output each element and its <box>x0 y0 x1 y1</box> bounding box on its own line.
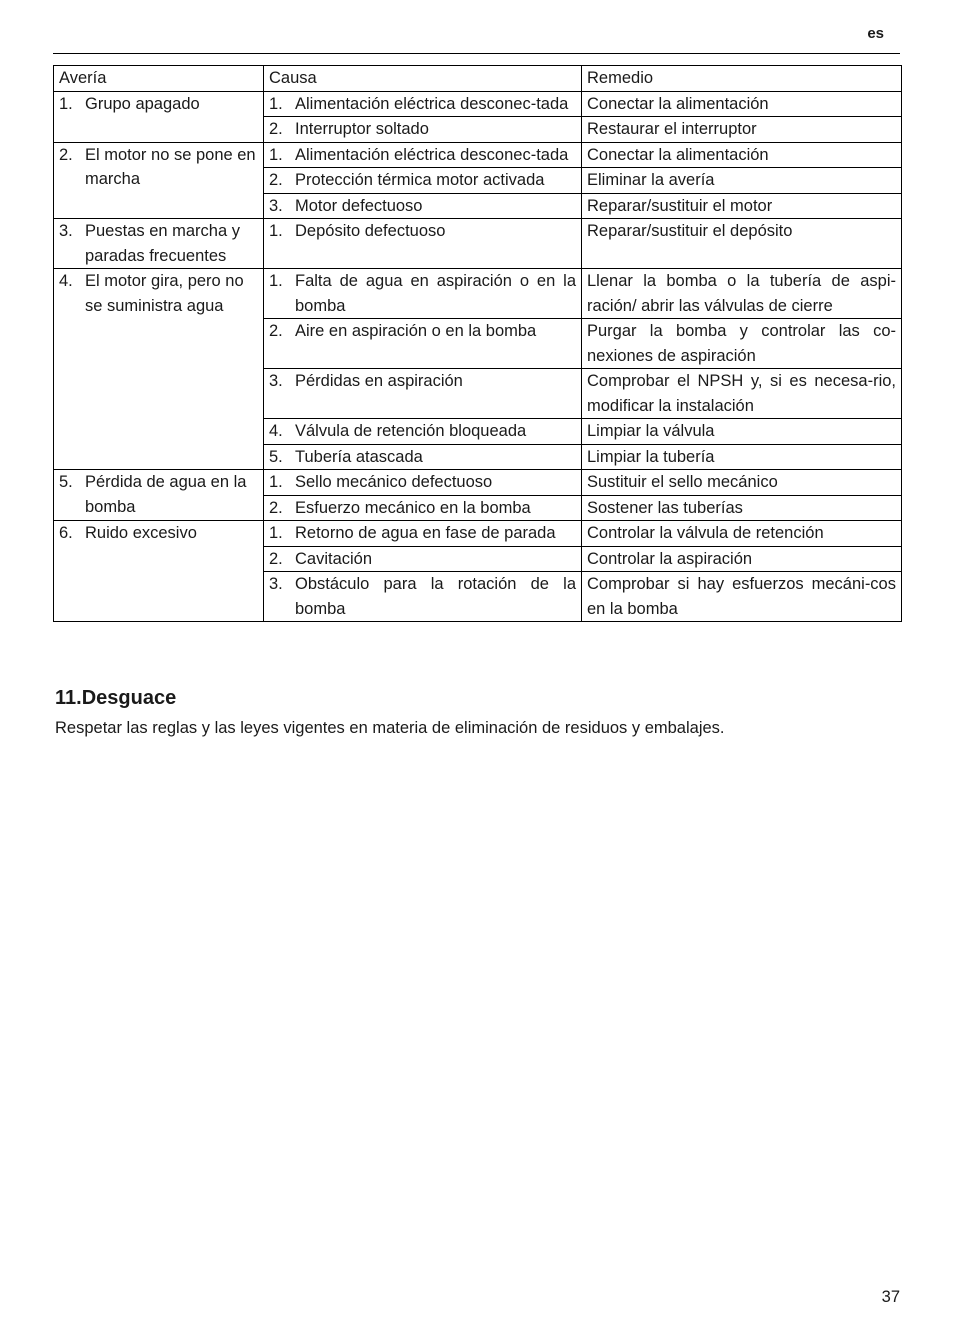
remedy-text: Limpiar la tubería <box>587 447 715 466</box>
fault-cell <box>54 142 264 219</box>
cause-text: Alimentación eléctrica desconec-tada <box>295 145 569 164</box>
cause-number: 3. <box>269 372 283 390</box>
cause-text: Alimentación eléctrica desconec-tada <box>295 94 569 113</box>
remedy-cell <box>582 470 902 496</box>
remedy-text: Reparar/sustituir el motor <box>587 196 773 215</box>
remedy-cell <box>582 444 902 470</box>
fault-cell <box>54 91 264 142</box>
cause-number: 1. <box>269 145 283 164</box>
cause-cell <box>264 91 582 117</box>
section-heading: 11.Desguace <box>55 687 177 709</box>
remedy-text: Llenar la bomba o la tubería de aspi-ración/ abrir las válvulas de cierre <box>587 272 896 315</box>
header-cause: Causa <box>264 66 582 92</box>
cause-cell <box>264 444 582 470</box>
fault-cell <box>54 219 264 269</box>
cause-number: 2. <box>269 171 283 189</box>
cause-text: Protección térmica motor activada <box>295 171 545 189</box>
cause-number: 1. <box>269 272 283 290</box>
fault-text: El motor gira, pero no se suministra agua <box>85 272 244 315</box>
cause-cell <box>264 572 582 622</box>
cause-text: Cavitación <box>295 549 373 568</box>
table-row <box>54 142 902 168</box>
fault-number: 3. <box>59 222 73 240</box>
cause-number: 1. <box>269 222 283 240</box>
cause-text: Motor defectuoso <box>295 196 423 215</box>
remedy-cell <box>582 269 902 319</box>
cause-cell <box>264 142 582 168</box>
cause-text: Sello mecánico defectuoso <box>295 473 493 491</box>
cause-cell <box>264 470 582 496</box>
cause-number: 2. <box>269 549 283 568</box>
cause-number: 5. <box>269 447 283 466</box>
table-row <box>54 269 902 319</box>
cause-text: Falta de agua en aspiración o en la bomba <box>295 272 576 315</box>
remedy-cell <box>582 521 902 547</box>
cause-number: 4. <box>269 422 283 440</box>
cause-text: Válvula de retención bloqueada <box>295 422 527 440</box>
remedy-text: Sostener las tuberías <box>587 498 743 517</box>
cause-cell <box>264 419 582 445</box>
table-body <box>54 91 902 622</box>
fault-text: Ruido excesivo <box>85 524 197 542</box>
table-row <box>54 521 902 547</box>
table-row <box>54 91 902 117</box>
fault-number: 2. <box>59 145 73 164</box>
cause-cell <box>264 495 582 521</box>
remedy-text: Purgar la bomba y controlar las co-nexiones de aspiración <box>587 322 896 365</box>
fault-text: Pérdida de agua en la bomba <box>85 473 247 516</box>
fault-text: El motor no se pone en marcha <box>85 145 256 188</box>
fault-cell <box>54 521 264 622</box>
cause-cell <box>264 168 582 194</box>
remedy-cell <box>582 572 902 622</box>
remedy-cell <box>582 219 902 269</box>
remedy-text: Restaurar el interruptor <box>587 120 757 138</box>
cause-cell <box>264 369 582 419</box>
troubleshooting-table <box>53 65 902 622</box>
remedy-text: Sustituir el sello mecánico <box>587 473 778 491</box>
cause-cell <box>264 319 582 369</box>
table-row <box>54 470 902 496</box>
page-number: 37 <box>881 1288 900 1306</box>
cause-number: 2. <box>269 120 283 138</box>
remedy-cell <box>582 546 902 572</box>
cause-text: Depósito defectuoso <box>295 222 446 240</box>
header-remedy: Remedio <box>582 66 902 92</box>
cause-cell <box>264 193 582 219</box>
remedy-text: Comprobar el NPSH y, si es necesa-rio, modificar la instalación <box>587 372 896 415</box>
cause-number: 1. <box>269 94 283 113</box>
remedy-cell <box>582 168 902 194</box>
cause-text: Esfuerzo mecánico en la bomba <box>295 498 531 517</box>
cause-text: Aire en aspiración o en la bomba <box>295 322 537 340</box>
remedy-text: Controlar la aspiración <box>587 549 753 568</box>
remedy-text: Controlar la válvula de retención <box>587 524 824 542</box>
fault-text: Puestas en marcha y paradas frecuentes <box>85 222 240 265</box>
language-code: es <box>867 25 884 42</box>
table-row <box>54 219 902 269</box>
remedy-text: Conectar la alimentación <box>587 145 769 164</box>
fault-number: 4. <box>59 272 73 290</box>
remedy-cell <box>582 91 902 117</box>
table-header-row <box>54 66 902 92</box>
fault-number: 6. <box>59 524 73 542</box>
cause-text: Interruptor soltado <box>295 120 429 138</box>
fault-number: 1. <box>59 94 73 113</box>
remedy-text: Conectar la alimentación <box>587 94 769 113</box>
cause-text: Obstáculo para la rotación de la bomba <box>295 575 576 618</box>
fault-cell <box>54 269 264 470</box>
remedy-text: Comprobar si hay esfuerzos mecáni-cos en la bomba <box>587 575 896 618</box>
remedy-text: Reparar/sustituir el depósito <box>587 222 793 240</box>
section-paragraph: Respetar las reglas y las leyes vigentes en materia de eliminación de residuos y embalajes. <box>55 719 725 737</box>
cause-cell <box>264 521 582 547</box>
cause-cell <box>264 269 582 319</box>
fault-cell <box>54 470 264 521</box>
header-rule <box>53 53 900 54</box>
cause-number: 3. <box>269 196 283 215</box>
remedy-cell <box>582 495 902 521</box>
cause-cell <box>264 219 582 269</box>
cause-text: Retorno de agua en fase de parada <box>295 524 556 542</box>
remedy-cell <box>582 319 902 369</box>
cause-text: Pérdidas en aspiración <box>295 372 463 390</box>
cause-number: 1. <box>269 473 283 491</box>
header-fault: Avería <box>54 66 264 92</box>
cause-number: 3. <box>269 575 283 593</box>
remedy-cell <box>582 419 902 445</box>
cause-cell <box>264 546 582 572</box>
remedy-text: Eliminar la avería <box>587 171 715 189</box>
cause-text: Tubería atascada <box>295 447 423 466</box>
cause-number: 1. <box>269 524 283 542</box>
remedy-cell <box>582 193 902 219</box>
remedy-cell <box>582 142 902 168</box>
cause-number: 2. <box>269 322 283 340</box>
cause-number: 2. <box>269 498 283 517</box>
fault-number: 5. <box>59 473 73 491</box>
remedy-cell <box>582 369 902 419</box>
remedy-cell <box>582 117 902 143</box>
remedy-text: Limpiar la válvula <box>587 422 715 440</box>
fault-text: Grupo apagado <box>85 94 200 113</box>
cause-cell <box>264 117 582 143</box>
